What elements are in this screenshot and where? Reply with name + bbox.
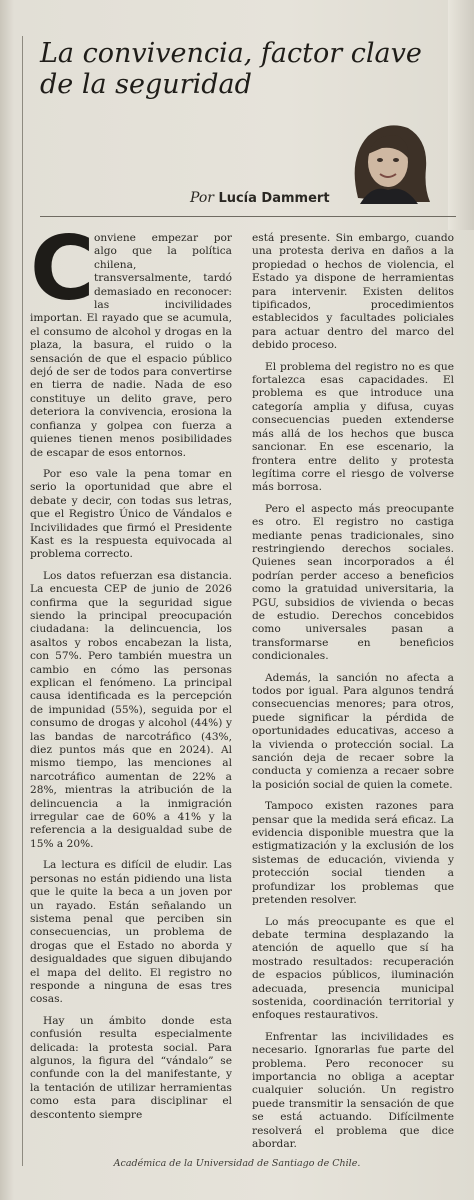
drop-cap: C (30, 217, 95, 320)
article-paragraph: Además, la sanción no afecta a todos por igual. Para algunos tendrá consecuencias menores; para otros, puede significar la pérdida de oportunidades educativas, acceso a la vivienda o protección social. La sanción deja de recaer sobre la conducta y comienza a recaer sobre la posición social de quien la comete. (252, 671, 454, 791)
article-paragraph: Lo más preocupante es que el debate termina desplazando la atención de aquello que sí ha mostrado resultados: recuperación de espacios públicos, iluminación adecuada, presencia municipal sostenida, coordinación territorial y enfoques restaurativos. (252, 915, 454, 1022)
article-column-2 (252, 232, 454, 1159)
article-paragraph: Enfrentar las incivilidades es necesario. Ignorarlas fue parte del problema. Pero reconocer su importancia no obliga a aceptar cualquier solución. Un registro puede transmitir la sensación de que se está actuando. Difícilmente resolverá el problema que dice abordar. (252, 1030, 454, 1150)
author-affiliation: Académica de la Universidad de Santiago de Chile. (113, 1158, 361, 1169)
article-paragraph: Tampoco existen razones para pensar que la medida será eficaz. La evidencia disponible muestra que la estigmatización y la exclusión de los sistemas de educación, vivienda y protección social tienden a profundizar los problemas que pretenden resolver. (252, 800, 454, 907)
article-paragraph: Pero el aspecto más preocupante es otro. El registro no castiga mediante penas tradicionales, sino restringiendo derechos sociales. Quienes sean incorporados a él podrían perder acceso a beneficios como la gratuidad universitaria, la PGU, subsidios de vivienda o becas de estudio. Derechos concebidos como universales pasan a transformarse en beneficios condicionales. (252, 502, 454, 663)
author-name: Lucía Dammert (218, 191, 330, 206)
article-paragraph: Por eso vale la pena tomar en serio la oportunidad que abre el debate y decir, con todas sus letras, que el Registro Único de Vándalos e Incivilidades que firmó el Presidente Kast es la respuesta equivocada al problema correcto. (30, 467, 232, 561)
article-paragraph: La lectura es difícil de eludir. Las personas no están pidiendo una lista que le quite la beca a un joven por un rayado. Están señalando un sistema penal que perciben sin consecuencias, un problema de drogas que el Estado no aborda y desigualdades que siguen dibujando el mapa del delito. El registro no responde a ninguna de esas tres cosas. (30, 859, 232, 1006)
article-title: La convivencia, factor clave de la seguridad (40, 38, 422, 100)
article-column-1 (30, 217, 232, 1130)
article-paragraph: Hay un ámbito donde esta confusión resulta especialmente delicada: la protesta social. Para algunos, la figura del “vándalo” se confunde con la del manifestante, y la tentación de utilizar herramientas como esta para disciplinar el descontento siempre (30, 1014, 232, 1121)
header-rule (40, 216, 456, 217)
byline (190, 190, 330, 206)
author-portrait-icon (338, 118, 434, 204)
left-column-rule (22, 36, 23, 1166)
page-edge (448, 0, 474, 230)
article-paragraph: está presente. Sin embargo, cuando una protesta deriva en daños a la propiedad o hechos de violencia, el Estado ya dispone de herramientas para intervenir. Existen delitos tipificados, procedimientos establecidos y facultades policiales para actuar dentro del marco del debido proceso. (252, 232, 454, 352)
byline-prefix: Por (190, 190, 214, 206)
article-paragraph: El problema del registro no es que fortalezca esas capacidades. El problema es que introduce una categoría amplia y difusa, cuyas consecuencias pueden extenderse más allá de los hechos que busca sancionar. En ese escenario, la frontera entre delito y protesta legítima corre el riesgo de volverse más borrosa. (252, 360, 454, 494)
article-paragraph: Conviene empezar por algo que la política chilena, transversalmente, tardó demasiado en reconocer: las incivilidades importan. El rayado que se acumula, el consumo de alcohol y drogas en la plaza, la basura, el ruido o la sensación de que el espacio público dejó de ser de todos para convertirse en tierra de nadie. Nada de eso constituye un delito grave, pero deteriora la convivencia, erosiona la confianza y golpea con fuerza a quienes tienen menos posibilidades de escapar de esos entornos. (30, 217, 232, 459)
article-paragraph: Los datos refuerzan esa distancia. La encuesta CEP de junio de 2026 confirma que la seguridad sigue siendo la principal preocupación ciudadana: la delincuencia, los asaltos y robos encabezan la lista, con 57%. Pero también muestra un cambio en cómo las personas explican el fenómeno. La principal causa identificada es la percepción de impunidad (55%), seguida por el consumo de drogas y alcohol (44%) y las bandas de narcotráfico (43%, diez puntos más que en 2024). Al mismo tiempo, las menciones al narcotráfico aumentan de 22% a 28%, mientras la atribución de la delincuencia a la inmigración irregular cae de 60% a 41% y la referencia a la desigualdad sube de 15% a 20%. (30, 569, 232, 850)
